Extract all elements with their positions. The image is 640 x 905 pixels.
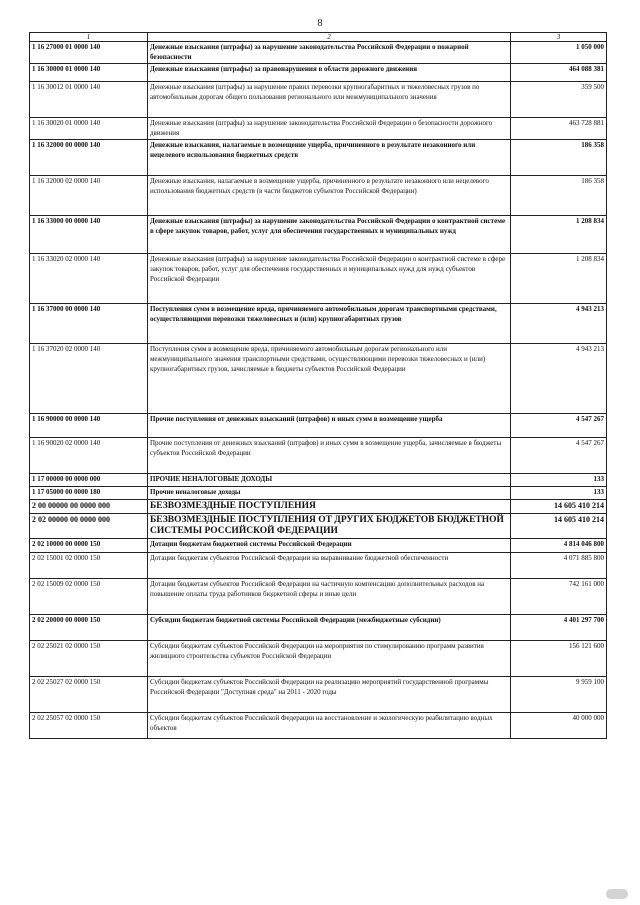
table-row bbox=[30, 414, 607, 438]
table-row bbox=[30, 438, 607, 474]
budget-code-cell: 1 16 30020 01 0000 140 bbox=[30, 118, 148, 140]
budget-code-cell: 1 16 33020 02 0000 140 bbox=[30, 254, 148, 304]
amount-cell: 742 161 000 bbox=[511, 579, 607, 615]
table-row bbox=[30, 254, 607, 304]
table-row bbox=[30, 615, 607, 641]
budget-code-cell: 1 16 32000 00 0000 140 bbox=[30, 140, 148, 176]
table-row bbox=[30, 140, 607, 176]
revenue-name-cell: Субсидии бюджетам субъектов Российской Федерации на восстановление и экологическую реабилитацию водных объектов bbox=[148, 713, 511, 739]
amount-cell: 4 814 046 800 bbox=[511, 539, 607, 553]
table-row bbox=[30, 579, 607, 615]
amount-cell: 156 121 600 bbox=[511, 641, 607, 677]
budget-code-cell: 1 16 37020 02 0000 140 bbox=[30, 344, 148, 414]
budget-code-cell: 1 16 32000 02 0000 140 bbox=[30, 176, 148, 216]
amount-cell: 1 050 000 bbox=[511, 42, 607, 64]
table-row bbox=[30, 641, 607, 677]
table-row bbox=[30, 304, 607, 344]
amount-cell: 9 959 100 bbox=[511, 677, 607, 713]
budget-code-cell: 2 02 20000 00 0000 150 bbox=[30, 615, 148, 641]
revenue-name-cell: Денежные взыскания (штрафы) за нарушение законодательства Российской Федерации о контрактной системе в сфере закупок товаров, работ, услуг для обеспечения государственных и муниципальных нужд для нужд субъектов Российской Федерации bbox=[148, 254, 511, 304]
revenue-name-cell: Денежные взыскания (штрафы) за нарушение законодательства Российской Федерации о контрактной системе в сфере закупок товаров, работ, услуг для обеспечения государственных и муниципальных нужд bbox=[148, 216, 511, 254]
amount-cell: 4 071 885 800 bbox=[511, 553, 607, 579]
budget-code-cell: 2 02 25057 02 0000 150 bbox=[30, 713, 148, 739]
table-row bbox=[30, 344, 607, 414]
budget-revenue-table bbox=[29, 32, 607, 739]
table-row bbox=[30, 713, 607, 739]
revenue-name-cell: Денежные взыскания (штрафы) за нарушение правил перевозки крупногабаритных и тяжеловесных грузов по автомобильным дорогам общего пользования регионального или межмуниципального значения bbox=[148, 82, 511, 118]
budget-code-cell: 1 16 90020 02 0000 140 bbox=[30, 438, 148, 474]
table-row bbox=[30, 500, 607, 514]
budget-code-cell: 1 17 05000 00 0000 180 bbox=[30, 487, 148, 500]
amount-cell: 1 208 834 bbox=[511, 254, 607, 304]
budget-code-cell: 2 00 00000 00 0000 000 bbox=[30, 500, 148, 514]
revenue-name-cell: Денежные взыскания (штрафы) за правонарушения в области дорожного движения bbox=[148, 64, 511, 82]
table-row bbox=[30, 216, 607, 254]
revenue-name-cell: БЕЗВОЗМЕЗДНЫЕ ПОСТУПЛЕНИЯ bbox=[148, 500, 511, 514]
table-header-row bbox=[30, 33, 607, 42]
amount-cell: 186 358 bbox=[511, 140, 607, 176]
budget-code-cell: 2 02 10000 00 0000 150 bbox=[30, 539, 148, 553]
table-row bbox=[30, 539, 607, 553]
amount-cell: 359 500 bbox=[511, 82, 607, 118]
budget-code-cell: 1 16 33000 00 0000 140 bbox=[30, 216, 148, 254]
revenue-name-cell: Поступления сумм в возмещение вреда, причиняемого автомобильным дорогам транспортными средствами, осуществляющими перевозки тяжеловесных и (или) крупногабаритных грузов bbox=[148, 304, 511, 344]
amount-cell: 463 728 881 bbox=[511, 118, 607, 140]
revenue-name-cell: Денежные взыскания (штрафы) за нарушение законодательства Российской Федерации о пожарной безопасности bbox=[148, 42, 511, 64]
header-col-3: 3 bbox=[511, 33, 607, 42]
table-row bbox=[30, 64, 607, 82]
revenue-name-cell: Прочие неналоговые доходы bbox=[148, 487, 511, 500]
revenue-name-cell: Прочие поступления от денежных взысканий (штрафов) и иных сумм в возмещение ущерба, зачисляемые в бюджеты субъектов Российской Федерации bbox=[148, 438, 511, 474]
page-number: 8 bbox=[317, 18, 323, 29]
header-col-2: 2 bbox=[148, 33, 511, 42]
table-row bbox=[30, 677, 607, 713]
header-col-1: 1 bbox=[30, 33, 148, 42]
amount-cell: 4 547 267 bbox=[511, 438, 607, 474]
budget-code-cell: 1 17 00000 00 0000 000 bbox=[30, 474, 148, 487]
budget-code-cell: 1 16 30012 01 0000 140 bbox=[30, 82, 148, 118]
amount-cell: 1 208 834 bbox=[511, 216, 607, 254]
budget-code-cell: 2 02 15009 02 0000 150 bbox=[30, 579, 148, 615]
table-row bbox=[30, 176, 607, 216]
budget-code-cell: 2 02 15001 02 0000 150 bbox=[30, 553, 148, 579]
revenue-name-cell: Денежные взыскания, налагаемые в возмещение ущерба, причиненного в результате незаконного или нецелевого использования бюджетных средств (в части бюджетов субъектов Российской Федерации) bbox=[148, 176, 511, 216]
revenue-name-cell: БЕЗВОЗМЕЗДНЫЕ ПОСТУПЛЕНИЯ ОТ ДРУГИХ БЮДЖЕТОВ БЮДЖЕТНОЙ СИСТЕМЫ РОССИЙСКОЙ ФЕДЕРАЦИИ bbox=[148, 514, 511, 539]
revenue-name-cell: Дотации бюджетам субъектов Российской Федерации на выравнивание бюджетной обеспеченности bbox=[148, 553, 511, 579]
revenue-name-cell: Субсидии бюджетам бюджетной системы Российской Федерации (межбюджетные субсидии) bbox=[148, 615, 511, 641]
budget-code-cell: 1 16 27000 01 0000 140 bbox=[30, 42, 148, 64]
amount-cell: 133 bbox=[511, 487, 607, 500]
scan-corner-mark bbox=[606, 889, 628, 899]
revenue-name-cell: Денежные взыскания, налагаемые в возмещение ущерба, причиненного в результате незаконного или нецелевого использования бюджетных средств bbox=[148, 140, 511, 176]
table-row bbox=[30, 42, 607, 64]
amount-cell: 4 401 297 700 bbox=[511, 615, 607, 641]
revenue-name-cell: Денежные взыскания (штрафы) за нарушение законодательства Российской Федерации о безопасности дорожного движения bbox=[148, 118, 511, 140]
revenue-name-cell: Субсидии бюджетам субъектов Российской Федерации на мероприятия по стимулированию программ развития жилищного строительства субъектов Российской Федерации bbox=[148, 641, 511, 677]
table-row bbox=[30, 82, 607, 118]
amount-cell: 464 088 381 bbox=[511, 64, 607, 82]
amount-cell: 14 605 410 214 bbox=[511, 500, 607, 514]
amount-cell: 4 943 213 bbox=[511, 344, 607, 414]
revenue-name-cell: Прочие поступления от денежных взысканий (штрафов) и иных сумм в возмещение ущерба bbox=[148, 414, 511, 438]
amount-cell: 40 000 000 bbox=[511, 713, 607, 739]
revenue-name-cell: Дотации бюджетам бюджетной системы Российской Федерации bbox=[148, 539, 511, 553]
revenue-name-cell: ПРОЧИЕ НЕНАЛОГОВЫЕ ДОХОДЫ bbox=[148, 474, 511, 487]
revenue-name-cell: Дотации бюджетам субъектов Российской Федерации на частичную компенсацию дополнительных расходов на повышение оплаты труда работников бюджетной сферы и иные цели bbox=[148, 579, 511, 615]
budget-code-cell: 1 16 30000 01 0000 140 bbox=[30, 64, 148, 82]
amount-cell: 14 605 410 214 bbox=[511, 514, 607, 539]
table-row bbox=[30, 514, 607, 539]
amount-cell: 4 943 213 bbox=[511, 304, 607, 344]
table-row bbox=[30, 474, 607, 487]
revenue-name-cell: Поступления сумм в возмещение вреда, причиняемого автомобильным дорогам регионального или межмуниципального значения транспортными средствами, осуществляющими перевозки тяжеловесных и (или) крупногабаритных грузов, зачисляемые в бюджеты субъектов Российской Федерации bbox=[148, 344, 511, 414]
revenue-name-cell: Субсидии бюджетам субъектов Российской Федерации на реализацию мероприятий государственной программы Российской Федерации "Доступная среда" на 2011 - 2020 годы bbox=[148, 677, 511, 713]
budget-code-cell: 2 02 00000 00 0000 000 bbox=[30, 514, 148, 539]
amount-cell: 4 547 267 bbox=[511, 414, 607, 438]
budget-code-cell: 1 16 37000 00 0000 140 bbox=[30, 304, 148, 344]
table-row bbox=[30, 118, 607, 140]
budget-code-cell: 2 02 25021 02 0000 150 bbox=[30, 641, 148, 677]
table-row bbox=[30, 487, 607, 500]
budget-code-cell: 2 02 25027 02 0000 150 bbox=[30, 677, 148, 713]
amount-cell: 133 bbox=[511, 474, 607, 487]
amount-cell: 186 358 bbox=[511, 176, 607, 216]
table-row bbox=[30, 553, 607, 579]
budget-code-cell: 1 16 90000 00 0000 140 bbox=[30, 414, 148, 438]
